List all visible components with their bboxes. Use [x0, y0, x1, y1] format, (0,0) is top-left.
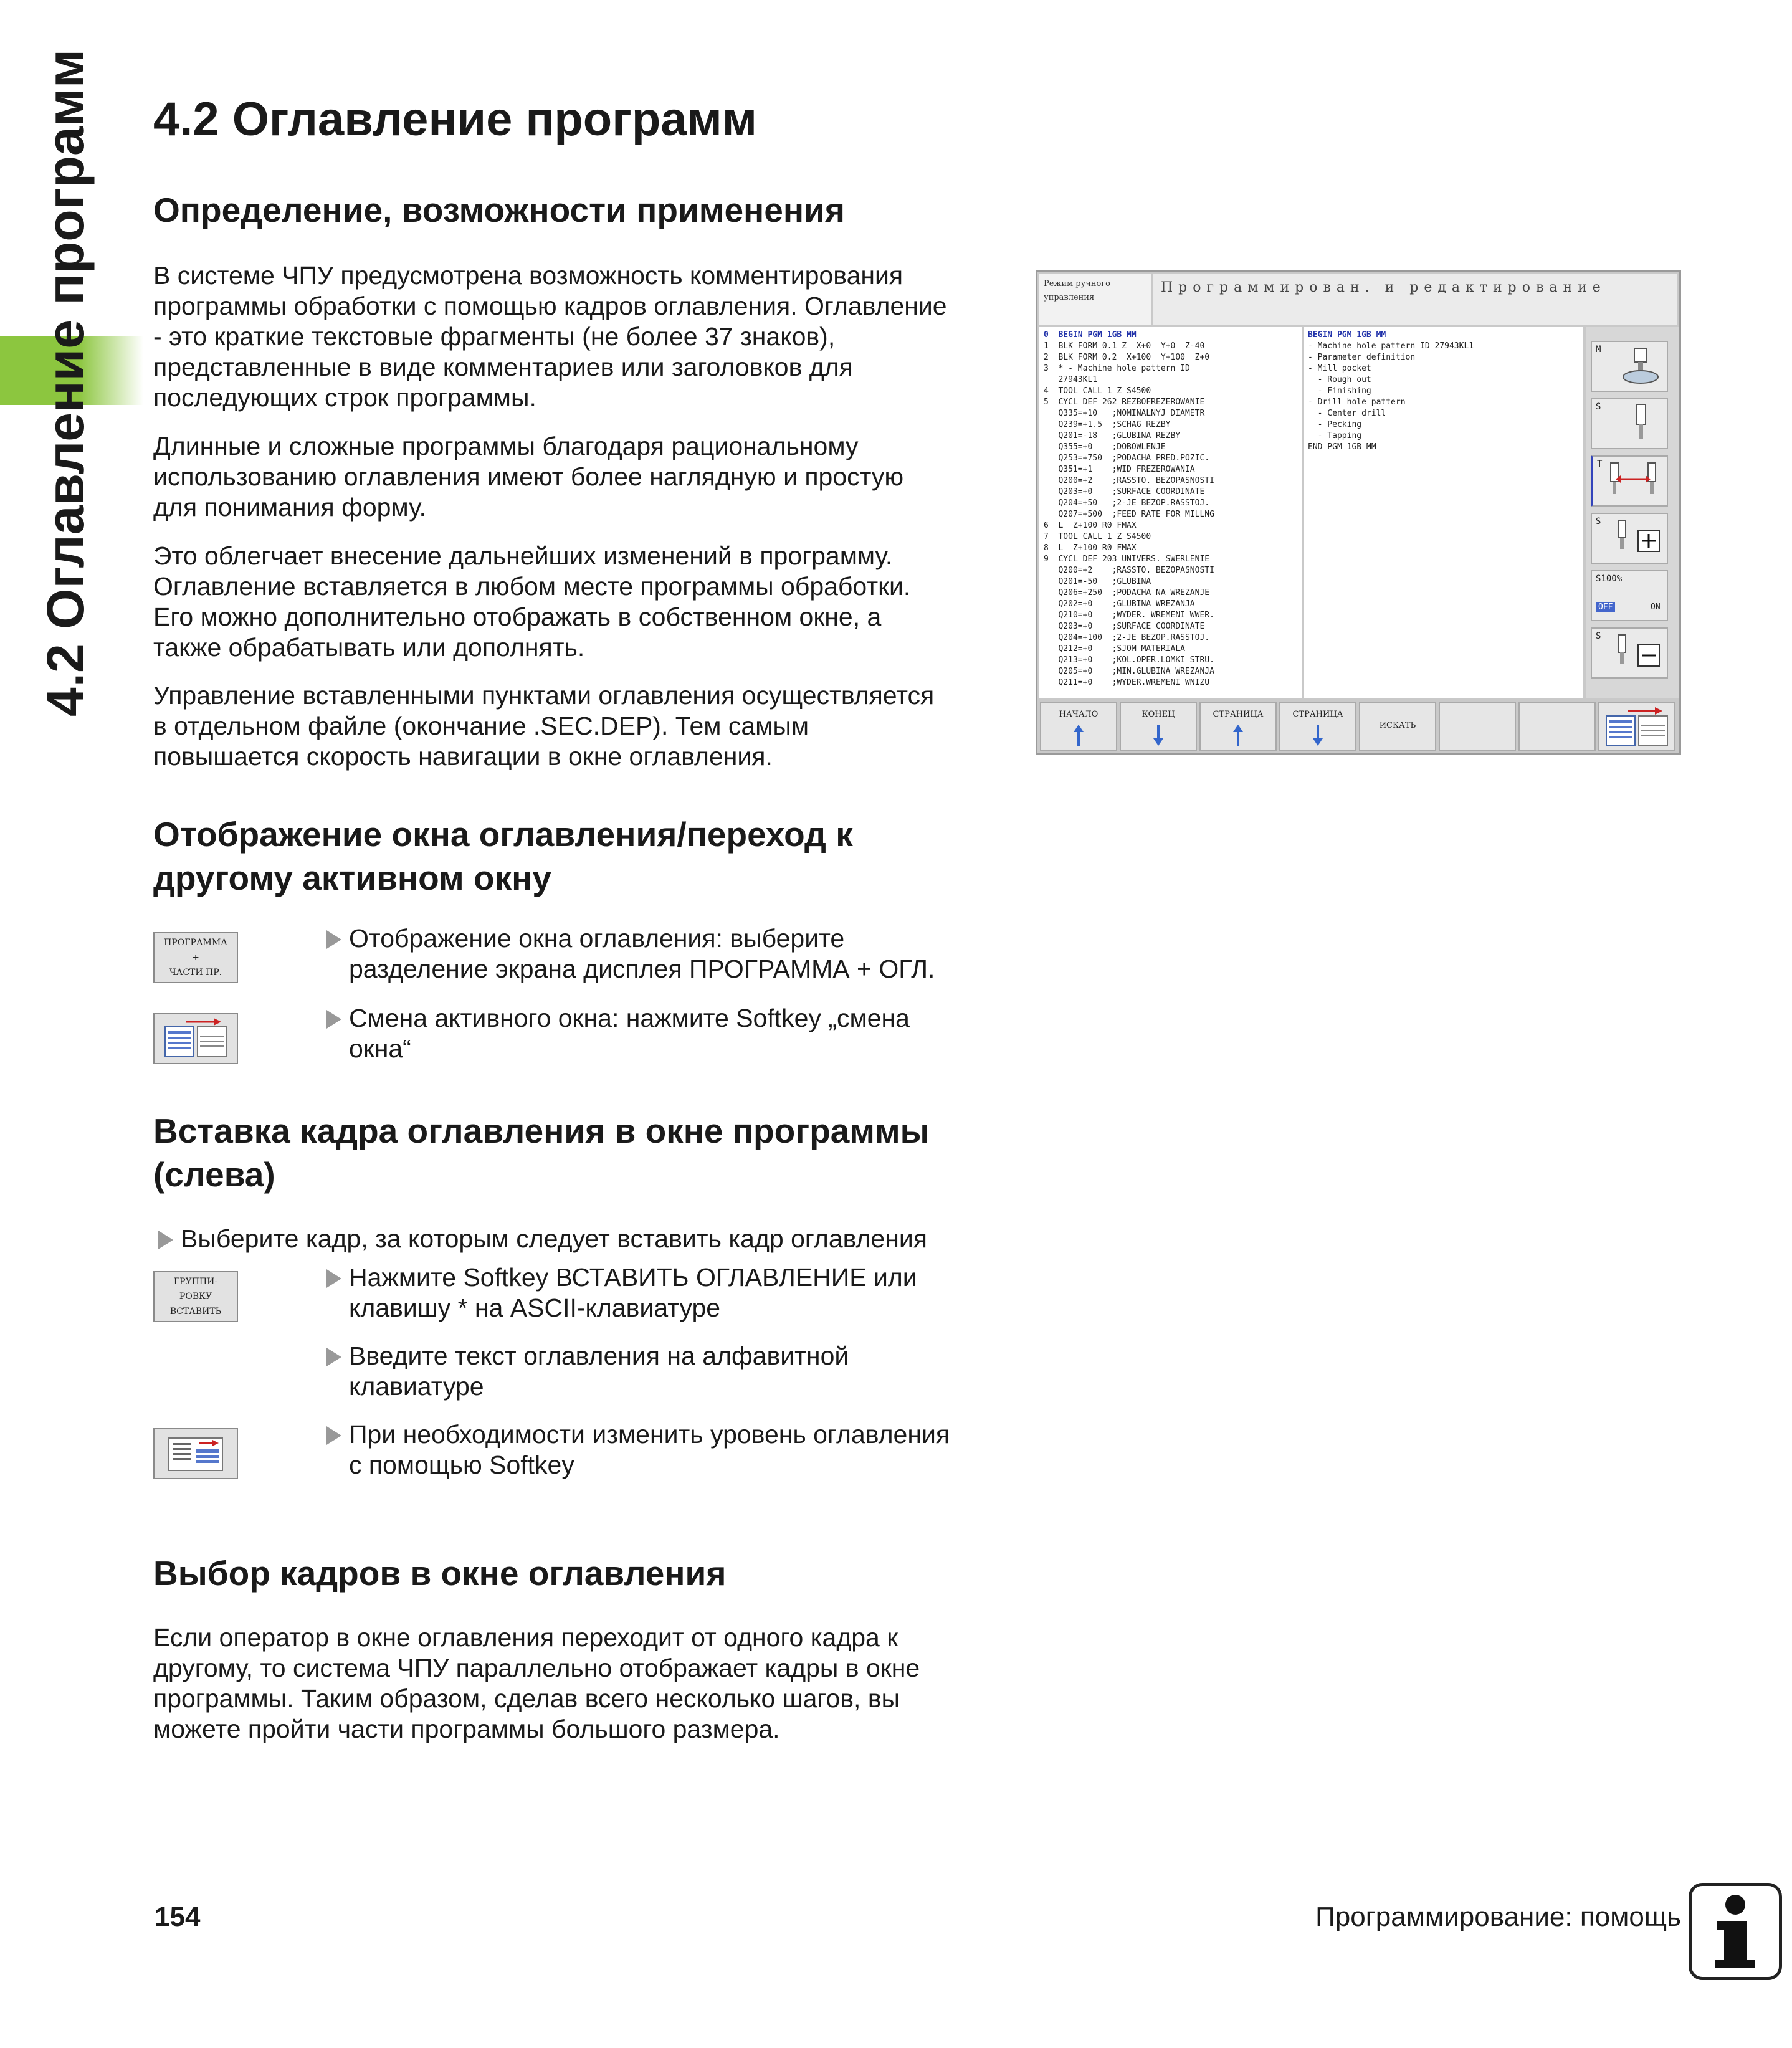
program-window[interactable] — [1039, 327, 1302, 698]
side-softkey-s-minus[interactable] — [1591, 627, 1668, 679]
line: Введите текст оглавления на алфавитной — [349, 1341, 849, 1370]
softkey-label: ПРОГРАММА — [164, 938, 227, 948]
paragraph-1 — [153, 260, 1013, 413]
toc-line[interactable]: - Pecking — [1308, 420, 1362, 429]
section-heading-definition: Определение, возможности применения — [153, 191, 845, 229]
softkey-page-down[interactable] — [1279, 702, 1356, 751]
program-line[interactable]: Q202=+0 ;GLUBINA WREZANJA — [1044, 599, 1195, 609]
line: Это облегчает внесение дальнейших изменений в программу. — [153, 541, 893, 570]
toggle-off-label: OFF — [1596, 602, 1615, 612]
program-line[interactable]: Q206=+250 ;PODACHA NA WREZANJE — [1044, 588, 1210, 598]
line: Оглавление вставляется в любом месте программы обработки. — [153, 572, 911, 601]
softkey-switch-window-screen[interactable] — [1598, 702, 1675, 751]
program-line[interactable]: Q335=+10 ;NOMINALNYJ DIAMETR — [1044, 409, 1205, 418]
program-line[interactable]: 7 TOOL CALL 1 Z S4500 — [1044, 532, 1151, 541]
line: для понимания форму. — [153, 493, 426, 522]
bullet-triangle-icon — [158, 1231, 173, 1249]
section-heading-select-blocks: Выбор кадров в окне оглавления — [153, 1554, 727, 1593]
program-line[interactable]: 4 TOOL CALL 1 Z S4500 — [1044, 386, 1151, 396]
program-line[interactable]: Q201=-50 ;GLUBINA — [1044, 577, 1151, 586]
program-line[interactable]: Q204=+50 ;2-JE BEZOP.RASSTOJ. — [1044, 498, 1210, 508]
line: Управление вставленными пунктами оглавления осуществляется — [153, 681, 935, 710]
line: Режим ручного — [1044, 279, 1111, 288]
program-lines — [1044, 341, 1297, 688]
paragraph-4 — [153, 680, 1013, 772]
softkey-empty-2[interactable] — [1518, 702, 1596, 751]
cnc-screen — [1036, 270, 1681, 755]
toc-lines — [1308, 341, 1580, 453]
line: При необходимости изменить уровень оглавления — [349, 1420, 950, 1449]
softkey-label: ЧАСТИ ПР. — [169, 968, 222, 978]
section-heading-toc-window — [153, 812, 1007, 900]
toc-line-selected[interactable]: BEGIN PGM 1GB MM — [1308, 330, 1386, 340]
line: окна“ — [349, 1034, 411, 1063]
line: клавиатуре — [349, 1372, 484, 1401]
softkey-change-level[interactable] — [153, 1428, 238, 1479]
info-icon — [1689, 1883, 1782, 1980]
arrow-up-icon — [1233, 725, 1243, 746]
bullet-triangle-icon — [326, 1426, 341, 1445]
step-enter-text — [349, 1341, 1022, 1402]
switch-window-icon — [161, 1017, 230, 1060]
line: другому, то система ЧПУ параллельно отображает кадры в окне — [153, 1654, 920, 1682]
spindle-plus-icon — [1597, 518, 1666, 561]
program-line[interactable]: 9 CYCL DEF 203 UNIVERS. SWERLENIE — [1044, 555, 1210, 564]
program-line[interactable]: Q213=+0 ;KOL.OPER.LOMKI STRU. — [1044, 655, 1214, 665]
softkey-label: ВСТАВИТЬ — [169, 1307, 222, 1317]
program-line[interactable]: Q210=+0 ;WYDER. WREMENI WWER. — [1044, 611, 1214, 620]
side-softkey-label: M — [1596, 345, 1601, 355]
line: представленные в виде комментариев или заголовков для — [153, 353, 853, 381]
program-line[interactable]: Q204=+100 ;2-JE BEZOP.RASSTOJ. — [1044, 633, 1210, 642]
tool-change-icon — [1598, 460, 1667, 504]
line: последующих строк программы. — [153, 383, 536, 412]
program-line[interactable]: Q200=+2 ;RASSTO. BEZOPASNOSTI — [1044, 476, 1214, 485]
softkey-label: СТРАНИЦА — [1292, 710, 1343, 719]
screen-bottom-softkeys — [1039, 701, 1678, 752]
toc-line[interactable]: - Finishing — [1308, 386, 1371, 396]
line: программы. Таким образом, сделав всего несколько шагов, вы — [153, 1684, 900, 1713]
program-line[interactable]: Q205=+0 ;MIN.GLUBINA WREZANJA — [1044, 667, 1214, 676]
step-change-level — [349, 1419, 1022, 1480]
softkey-label: КОНЕЦ — [1141, 710, 1175, 719]
heading-line: другому активном окну — [153, 859, 551, 897]
softkey-switch-window[interactable] — [153, 1013, 238, 1064]
program-line[interactable]: 1 BLK FORM 0.1 Z X+0 Y+0 Z-40 — [1044, 341, 1205, 351]
side-softkey-t[interactable] — [1591, 455, 1668, 507]
softkey-label: ГРУППИ- — [173, 1277, 218, 1287]
line: Его можно дополнительно отображать в собственном окне, а — [153, 602, 882, 631]
program-line[interactable]: 5 CYCL DEF 262 REZBOFREZEROWANIE — [1044, 398, 1205, 407]
heading-line: Отображение окна оглавления/переход к — [153, 815, 853, 854]
program-line[interactable]: Q351=+1 ;WID FREZEROWANIA — [1044, 465, 1195, 474]
toc-line[interactable]: - Center drill — [1308, 409, 1386, 418]
side-softkey-s100-toggle[interactable] — [1591, 570, 1668, 621]
program-line[interactable]: 3 * - Machine hole pattern ID — [1044, 364, 1190, 373]
side-softkey-s[interactable] — [1591, 398, 1668, 449]
program-line[interactable]: Q200=+2 ;RASSTO. BEZOPASNOSTI — [1044, 566, 1214, 575]
step-switch-window — [349, 1003, 1022, 1064]
screen-title: Программирован. и редактирование — [1153, 274, 1677, 325]
step-select-block — [181, 1224, 1053, 1254]
program-line[interactable]: Q203=+0 ;SURFACE COORDINATE — [1044, 487, 1205, 497]
softkey-empty-1[interactable] — [1439, 702, 1516, 751]
line: В системе ЧПУ предусмотрена возможность комментирования — [153, 261, 903, 290]
program-line[interactable]: Q211=+0 ;WYDER.WREMENI WNIZU — [1044, 678, 1210, 687]
line: Если оператор в окне оглавления переходит от одного кадра к — [153, 1623, 898, 1652]
side-softkey-label: S — [1596, 517, 1601, 526]
line: - это краткие текстовые фрагменты (не более 37 знаков), — [153, 322, 836, 351]
side-softkey-label: S — [1596, 631, 1601, 641]
softkey-program-plus-sections[interactable] — [153, 932, 238, 983]
arrow-down-icon — [1153, 725, 1163, 746]
line: использованию оглавления имеют более наглядную и простую — [153, 462, 904, 491]
page-title: 4.2 Оглавление программ — [153, 93, 757, 146]
chapter-title: Программирование: помощь — [1315, 1902, 1681, 1932]
program-line[interactable]: Q207=+500 ;FEED RATE FOR MILLNG — [1044, 510, 1214, 519]
arrow-down-icon — [1313, 725, 1323, 746]
spindle-minus-icon — [1597, 632, 1666, 676]
line: Отображение окна оглавления: выберите — [349, 924, 845, 953]
bullet-triangle-icon — [326, 1348, 341, 1366]
side-softkey-label: T — [1597, 459, 1603, 469]
softkey-label: + — [192, 953, 199, 963]
line: Нажмите Softkey ВСТАВИТЬ ОГЛАВЛЕНИЕ или — [349, 1263, 917, 1292]
program-line[interactable]: Q203=+0 ;SURFACE COORDINATE — [1044, 622, 1205, 631]
program-line[interactable]: Q239=+1.5 ;SCHAG REZBY — [1044, 420, 1171, 429]
program-line[interactable]: 6 L Z+100 R0 FMAX — [1044, 521, 1137, 530]
softkey-label: НАЧАЛО — [1059, 710, 1099, 719]
bullet-triangle-icon — [326, 930, 341, 949]
screen-side-softkeys — [1586, 327, 1679, 698]
step-show-toc — [349, 923, 1022, 984]
side-softkey-label: S100% — [1596, 574, 1623, 584]
line: разделение экрана дисплея ПРОГРАММА + ОГЛ. — [349, 955, 935, 983]
line: программы обработки с помощью кадров оглавления. Оглавление — [153, 292, 947, 320]
softkey-search[interactable] — [1359, 702, 1436, 751]
bullet-triangle-icon — [326, 1269, 341, 1288]
toc-line[interactable]: - Parameter definition — [1308, 353, 1416, 362]
switch-window-icon — [1603, 706, 1671, 750]
section-heading-insert-toc — [153, 1109, 1007, 1196]
softkey-page-up[interactable] — [1199, 702, 1277, 751]
line: также обрабатывать или дополнять. — [153, 633, 585, 662]
tool-icon — [1623, 403, 1661, 447]
page-number: 154 — [155, 1902, 201, 1932]
line: Длинные и сложные программы благодаря рациональному — [153, 432, 859, 460]
softkey-end[interactable] — [1120, 702, 1197, 751]
side-tab-title: 4.2 Оглавление программ — [36, 49, 95, 717]
step-press-insert — [349, 1262, 1022, 1323]
program-line[interactable]: Q201=-18 ;GLUBINA REZBY — [1044, 431, 1181, 441]
toc-window[interactable] — [1304, 327, 1583, 698]
screen-mode-label — [1039, 274, 1151, 325]
heading-line: (слева) — [153, 1155, 275, 1194]
program-line[interactable]: 27943KL1 — [1044, 375, 1098, 384]
program-line[interactable]: Q253=+750 ;PODACHA PRED.POZIC. — [1044, 454, 1210, 463]
side-softkey-m[interactable] — [1591, 341, 1668, 392]
line: можете пройти части программы большого размера. — [153, 1715, 780, 1743]
toggle-on-label: ON — [1651, 602, 1661, 612]
line: повышается скорость навигации в окне оглавления. — [153, 742, 773, 771]
toc-line[interactable]: - Tapping — [1308, 431, 1362, 441]
program-line[interactable]: Q212=+0 ;SJOM MATERIALA — [1044, 644, 1185, 654]
softkey-label: РОВКУ — [179, 1292, 212, 1302]
paragraph-2 — [153, 431, 1013, 523]
program-line-selected[interactable]: 0 BEGIN PGM 1GB MM — [1044, 330, 1137, 340]
paragraph-5 — [153, 1622, 1013, 1745]
softkey-insert-grouping[interactable] — [153, 1271, 238, 1322]
paragraph-3 — [153, 541, 1013, 663]
toc-line[interactable]: - Rough out — [1308, 375, 1371, 384]
info-glyph-icon — [1692, 1886, 1779, 1977]
line: управления — [1044, 293, 1095, 302]
toc-line[interactable]: - Mill pocket — [1308, 364, 1371, 373]
side-softkey-s-plus[interactable] — [1591, 513, 1668, 564]
softkey-label: ИСКАТЬ — [1379, 721, 1416, 730]
line: с помощью Softkey — [349, 1450, 574, 1479]
program-line[interactable]: 2 BLK FORM 0.2 X+100 Y+100 Z+0 — [1044, 353, 1210, 362]
toc-line[interactable]: END PGM 1GB MM — [1308, 442, 1376, 452]
change-level-icon — [161, 1432, 230, 1475]
line: Выберите кадр, за которым следует вставить кадр оглавления — [181, 1224, 927, 1253]
program-line[interactable]: Q355=+0 ;DOBOWLENJE — [1044, 442, 1166, 452]
toc-line[interactable]: - Drill hole pattern — [1308, 398, 1406, 407]
bullet-triangle-icon — [326, 1010, 341, 1029]
heading-line: Вставка кадра оглавления в окне программы — [153, 1112, 930, 1150]
softkey-label: СТРАНИЦА — [1213, 710, 1264, 719]
line: клавишу * на ASCII-клавиатуре — [349, 1293, 721, 1322]
softkey-begin[interactable] — [1040, 702, 1117, 751]
line: в отдельном файле (окончание .SEC.DEP). Тем самым — [153, 712, 809, 740]
toc-line[interactable]: - Machine hole pattern ID 27943KL1 — [1308, 341, 1474, 351]
arrow-up-icon — [1074, 725, 1084, 746]
line: Смена активного окна: нажмите Softkey „смена — [349, 1004, 910, 1032]
side-softkey-label: S — [1596, 402, 1601, 412]
program-line[interactable]: 8 L Z+100 R0 FMAX — [1044, 543, 1137, 553]
spindle-icon — [1619, 346, 1663, 389]
